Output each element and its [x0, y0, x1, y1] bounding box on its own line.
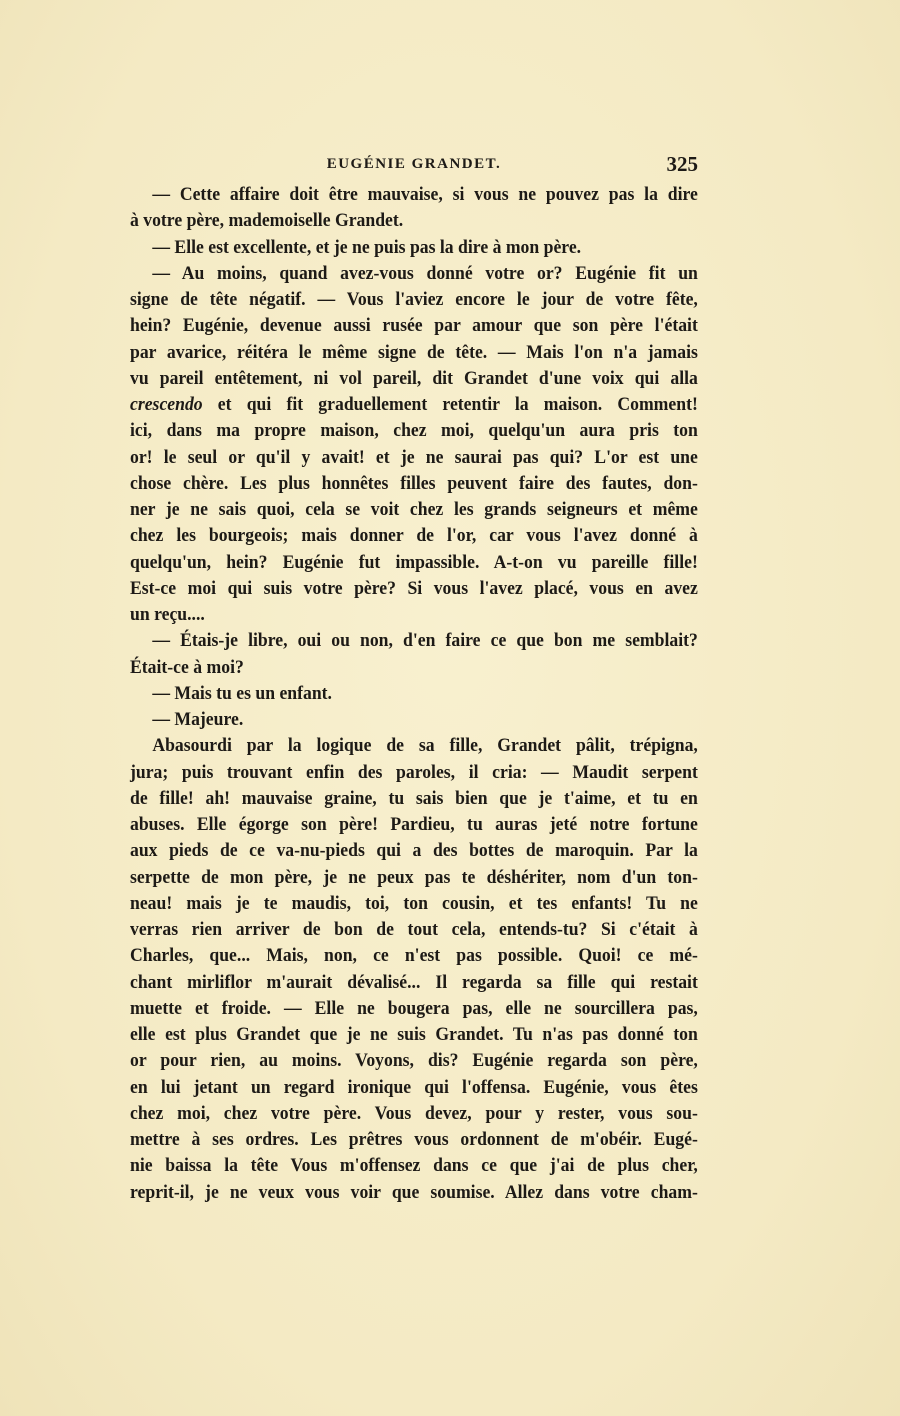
text-line: [130, 182, 698, 208]
line-text: — Étais-je libre, oui ou non, d'en faire ce que bon me semblait?: [152, 630, 698, 652]
line-text: en lui jetant un regard ironique qui l'offensa. Eugénie, vous êtes: [130, 1076, 698, 1098]
text-line: [130, 235, 698, 261]
line-text: or! le seul or qu'il y avait! et je ne saurai pas qui? L'or est une: [130, 446, 698, 468]
line-text: — Au moins, quand avez-vous donné votre or? Eugénie fit un: [152, 262, 698, 284]
line-text: chez les bourgeois; mais donner de l'or, car vous l'avez donné à: [130, 525, 698, 547]
line-text: verras rien arriver de bon de tout cela, entends-tu? Si c'était à: [130, 919, 698, 940]
line-text: Charles, que... Mais, non, ce n'est pas possible. Quoi! ce mé-: [130, 945, 698, 967]
body-text: [130, 182, 698, 1206]
line-text: neau! mais je te maudis, toi, ton cousin, et tes enfants! Tu ne: [130, 892, 698, 914]
line-text: — Mais tu es un enfant.: [152, 682, 332, 704]
line-text: Est-ce moi qui suis votre père? Si vous l'avez placé, vous en avez: [130, 577, 698, 599]
line-text: or pour rien, au moins. Voyons, dis? Eugénie regarda son père,: [130, 1050, 698, 1072]
text-line: [130, 576, 698, 602]
line-text: par avarice, réitéra le même signe de tête. — Mais l'on n'a jamais: [130, 341, 698, 363]
line-text: hein? Eugénie, devenue aussi rusée par amour que son père l'était: [130, 315, 698, 337]
line-text: et qui fit graduellement retentir la maison. Comment!: [202, 394, 698, 415]
line-text: signe de tête négatif. — Vous l'aviez encore le jour de votre fête,: [130, 289, 698, 310]
running-title: EUGÉNIE GRANDET.: [326, 156, 502, 172]
line-text: chant mirliflor m'aurait dévalisé... Il regarda sa fille qui restait: [130, 971, 698, 993]
text-line: [130, 418, 698, 444]
text-line: [130, 1048, 698, 1074]
line-text: Était-ce à moi?: [130, 656, 244, 678]
text-line: [130, 786, 698, 812]
line-text: — Cette affaire doit être mauvaise, si vous ne pouvez pas la dire: [152, 184, 698, 205]
line-text: — Elle est excellente, et je ne puis pas la dire à mon père.: [152, 236, 582, 258]
text-line: [130, 550, 698, 576]
text-line: [130, 208, 698, 234]
line-text: aux pieds de ce va-nu-pieds qui a des bottes de maroquin. Par la: [130, 840, 698, 862]
text-line: [130, 1101, 698, 1127]
text-line: [130, 812, 698, 838]
text-line: [130, 1075, 698, 1101]
text-line: [130, 261, 698, 287]
text-line: [130, 313, 698, 339]
page-header: [130, 152, 698, 178]
text-line: [130, 707, 698, 733]
text-line: [130, 628, 698, 654]
text-line: [130, 996, 698, 1022]
text-line: [130, 838, 698, 864]
text-line: [130, 655, 698, 681]
line-text: nie baissa la tête Vous m'offensez dans ce que j'ai de plus cher,: [130, 1155, 698, 1177]
text-line: [130, 471, 698, 497]
line-text: vu pareil entêtement, ni vol pareil, dit Grandet d'une voix qui alla: [130, 367, 698, 389]
text-line: [130, 445, 698, 471]
line-text: Abasourdi par la logique de sa fille, Grandet pâlit, trépigna,: [152, 735, 698, 757]
italic-word: crescendo: [130, 394, 203, 415]
text-line: [130, 1127, 698, 1153]
line-text: — Majeure.: [152, 709, 244, 730]
line-text: à votre père, mademoiselle Grandet.: [130, 210, 404, 232]
text-line: [130, 970, 698, 996]
text-line: [130, 1022, 698, 1048]
text-line: [130, 733, 698, 759]
text-line: [130, 1153, 698, 1179]
text-line: [130, 340, 698, 366]
text-line: [130, 865, 698, 891]
line-text: de fille! ah! mauvaise graine, tu sais bien que je t'aime, et tu en: [130, 787, 698, 809]
line-text: ici, dans ma propre maison, chez moi, quelqu'un aura pris ton: [130, 420, 698, 442]
text-line: [130, 366, 698, 392]
line-text: chose chère. Les plus honnêtes filles peuvent faire des fautes, don-: [130, 472, 698, 494]
line-text: jura; puis trouvant enfin des paroles, il cria: — Maudit serpent: [130, 761, 698, 783]
text-line: [130, 392, 698, 418]
line-text: serpette de mon père, je ne peux pas te déshériter, nom d'un ton-: [130, 866, 698, 888]
line-text: elle est plus Grandet que je ne suis Grandet. Tu n'as pas donné ton: [130, 1024, 698, 1045]
line-text: mettre à ses ordres. Les prêtres vous ordonnent de m'obéir. Eugé-: [130, 1129, 698, 1150]
text-line: [130, 891, 698, 917]
text-line: [130, 760, 698, 786]
text-line: [130, 523, 698, 549]
text-line: [130, 943, 698, 969]
text-line: [130, 287, 698, 313]
line-text: reprit-il, je ne veux vous voir que soumise. Allez dans votre cham-: [130, 1181, 698, 1203]
line-text: un reçu....: [130, 604, 205, 625]
page-number: 325: [666, 152, 698, 176]
text-line: [130, 602, 698, 628]
text-line: [130, 917, 698, 943]
text-line: [130, 681, 698, 707]
text-line: [130, 497, 698, 523]
line-text: chez moi, chez votre père. Vous devez, pour y rester, vous sou-: [130, 1102, 698, 1124]
text-line: [130, 1180, 698, 1206]
line-text: ner je ne sais quoi, cela se voit chez les grands seigneurs et même: [130, 499, 698, 520]
line-text: quelqu'un, hein? Eugénie fut impassible. A-t-on vu pareille fille!: [130, 551, 698, 573]
line-text: muette et froide. — Elle ne bougera pas, elle ne sourcillera pas,: [130, 997, 698, 1019]
line-text: abuses. Elle égorge son père! Pardieu, tu auras jeté notre fortune: [130, 814, 698, 835]
